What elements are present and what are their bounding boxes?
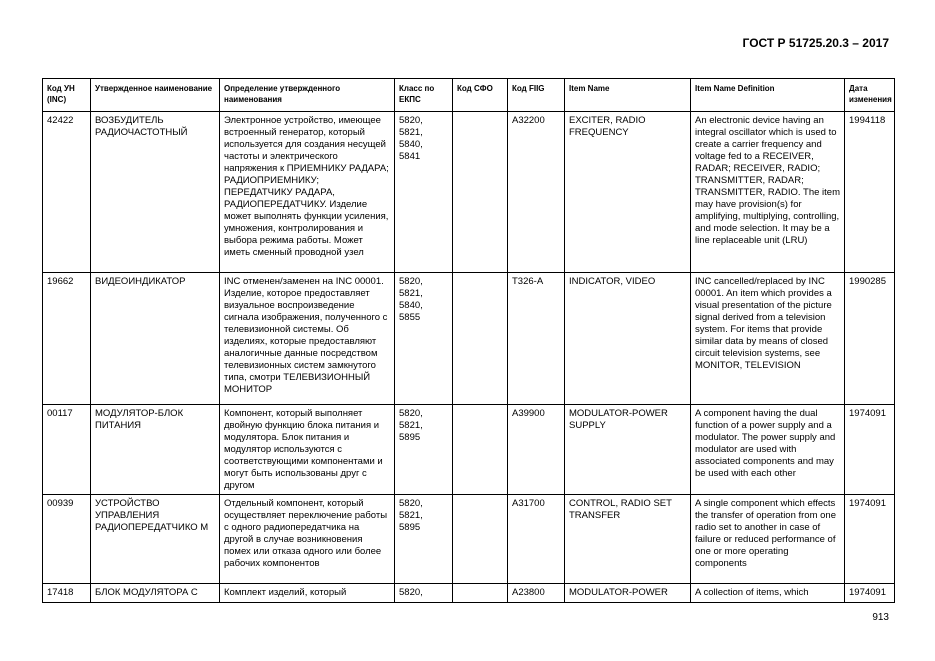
- cell-item-name: MODULATOR-POWER: [565, 584, 691, 603]
- cell-item-definition: A component having the dual function of a power supply and a modulator. The power supply and modulator are used with associated components and may be used with each other: [691, 405, 845, 495]
- cell-item-definition: An electronic device having an integral oscillator which is used to create a carrier frequency and voltage fed to a RECEIVER, RADAR; RECEIVER, RADIO; TRANSMITTER, RADAR; TRANSMITTER, RADIO. The item may have provision(s) for amplifying, multiplying, controlling, and mode selection. It may be a line replaceable unit (LRU): [691, 112, 845, 273]
- cell-name: МОДУЛЯТОР-БЛОК ПИТАНИЯ: [91, 405, 220, 495]
- cell-date: 1994118: [845, 112, 895, 273]
- column-header: Код УН (INC): [43, 79, 91, 112]
- table-row: [43, 273, 895, 405]
- column-header: Дата изменения: [845, 79, 895, 112]
- column-header: Утвержденное наименование: [91, 79, 220, 112]
- table-row: [43, 112, 895, 273]
- cell-class: 5820, 5821, 5895: [395, 405, 453, 495]
- cell-definition: Отдельный компонент, который осуществляет переключение работы с одного радиопередатчика на другой в случае возникновения помех или отказа одного или более рабочих компонентов: [220, 495, 395, 584]
- table-row: [43, 584, 895, 603]
- cell-fiig: T326-A: [508, 273, 565, 405]
- column-header: Класс по ЕКПС: [395, 79, 453, 112]
- column-header: Код СФО: [453, 79, 508, 112]
- column-header: Определение утвержденного наименования: [220, 79, 395, 112]
- column-header: Item Name Definition: [691, 79, 845, 112]
- cell-sfo: [453, 112, 508, 273]
- page-number: 913: [872, 612, 889, 623]
- cell-sfo: [453, 273, 508, 405]
- cell-item-name: CONTROL, RADIO SET TRANSFER: [565, 495, 691, 584]
- cell-item-definition: A collection of items, which: [691, 584, 845, 603]
- cell-name: БЛОК МОДУЛЯТОРА С: [91, 584, 220, 603]
- cell-code: 42422: [43, 112, 91, 273]
- cell-sfo: [453, 405, 508, 495]
- table-row: [43, 495, 895, 584]
- cell-code: 00117: [43, 405, 91, 495]
- cell-name: УСТРОЙСТВО УПРАВЛЕНИЯ РАДИОПЕРЕДАТЧИКО М: [91, 495, 220, 584]
- column-header: Код FIIG: [508, 79, 565, 112]
- cell-item-name: EXCITER, RADIO FREQUENCY: [565, 112, 691, 273]
- cell-fiig: A39900: [508, 405, 565, 495]
- cell-definition: Электронное устройство, имеющее встроенный генератор, который используется для создания несущей частоты и электрического напряжения к ПРИЕМНИКУ РАДАРА; РАДИОПРИЕМНИКУ; ПЕРЕДАТЧИКУ РАДАРА, РАДИОПЕРЕДАТЧИКУ. Изделие может выполнять функции усиления, умножения, контролирования и выбора режима работы. Может иметь сменный проводной узел: [220, 112, 395, 273]
- cell-name: ВИДЕОИНДИКАТОР: [91, 273, 220, 405]
- cell-date: 1990285: [845, 273, 895, 405]
- cell-definition: Комплект изделий, который: [220, 584, 395, 603]
- cell-class: 5820, 5821, 5895: [395, 495, 453, 584]
- cell-code: 17418: [43, 584, 91, 603]
- cell-name: ВОЗБУДИТЕЛЬ РАДИОЧАСТОТНЫЙ: [91, 112, 220, 273]
- document-header: ГОСТ Р 51725.20.3 – 2017: [742, 36, 889, 50]
- column-header: Item Name: [565, 79, 691, 112]
- table-header-row: [43, 79, 895, 112]
- cell-fiig: A31700: [508, 495, 565, 584]
- cell-class: 5820,: [395, 584, 453, 603]
- cell-definition: INC отменен/заменен на INC 00001. Изделие, которое предоставляет визуальное воспроизведение сигнала изображения, полученного с телевизионной системы. Об изделиях, которые предоставляют аналогичные данные посредством телевизионных систем замкнутого типа, смотри ТЕЛЕВИЗИОННЫЙ МОНИТОР: [220, 273, 395, 405]
- cell-sfo: [453, 495, 508, 584]
- cell-date: 1974091: [845, 495, 895, 584]
- inc-table: [42, 78, 895, 603]
- table-row: [43, 405, 895, 495]
- cell-date: 1974091: [845, 584, 895, 603]
- cell-date: 1974091: [845, 405, 895, 495]
- cell-code: 19662: [43, 273, 91, 405]
- cell-item-name: INDICATOR, VIDEO: [565, 273, 691, 405]
- cell-definition: Компонент, который выполняет двойную функцию блока питания и модулятора. Блок питания и модулятор используются с соответствующими компонентами и могут быть использованы друг с другом: [220, 405, 395, 495]
- cell-item-name: MODULATOR-POWER SUPPLY: [565, 405, 691, 495]
- cell-code: 00939: [43, 495, 91, 584]
- cell-item-definition: INC cancelled/replaced by INC 00001. An item which provides a visual presentation of the picture signal derived from a television system. For items that provide similar data by means of closed circuit television systems, see MONITOR, TELEVISION: [691, 273, 845, 405]
- cell-sfo: [453, 584, 508, 603]
- cell-fiig: A32200: [508, 112, 565, 273]
- cell-class: 5820, 5821, 5840, 5855: [395, 273, 453, 405]
- cell-item-definition: A single component which effects the transfer of operation from one radio set to another in case of failure or reduced performance of one or more operating components: [691, 495, 845, 584]
- cell-fiig: A23800: [508, 584, 565, 603]
- cell-class: 5820, 5821, 5840, 5841: [395, 112, 453, 273]
